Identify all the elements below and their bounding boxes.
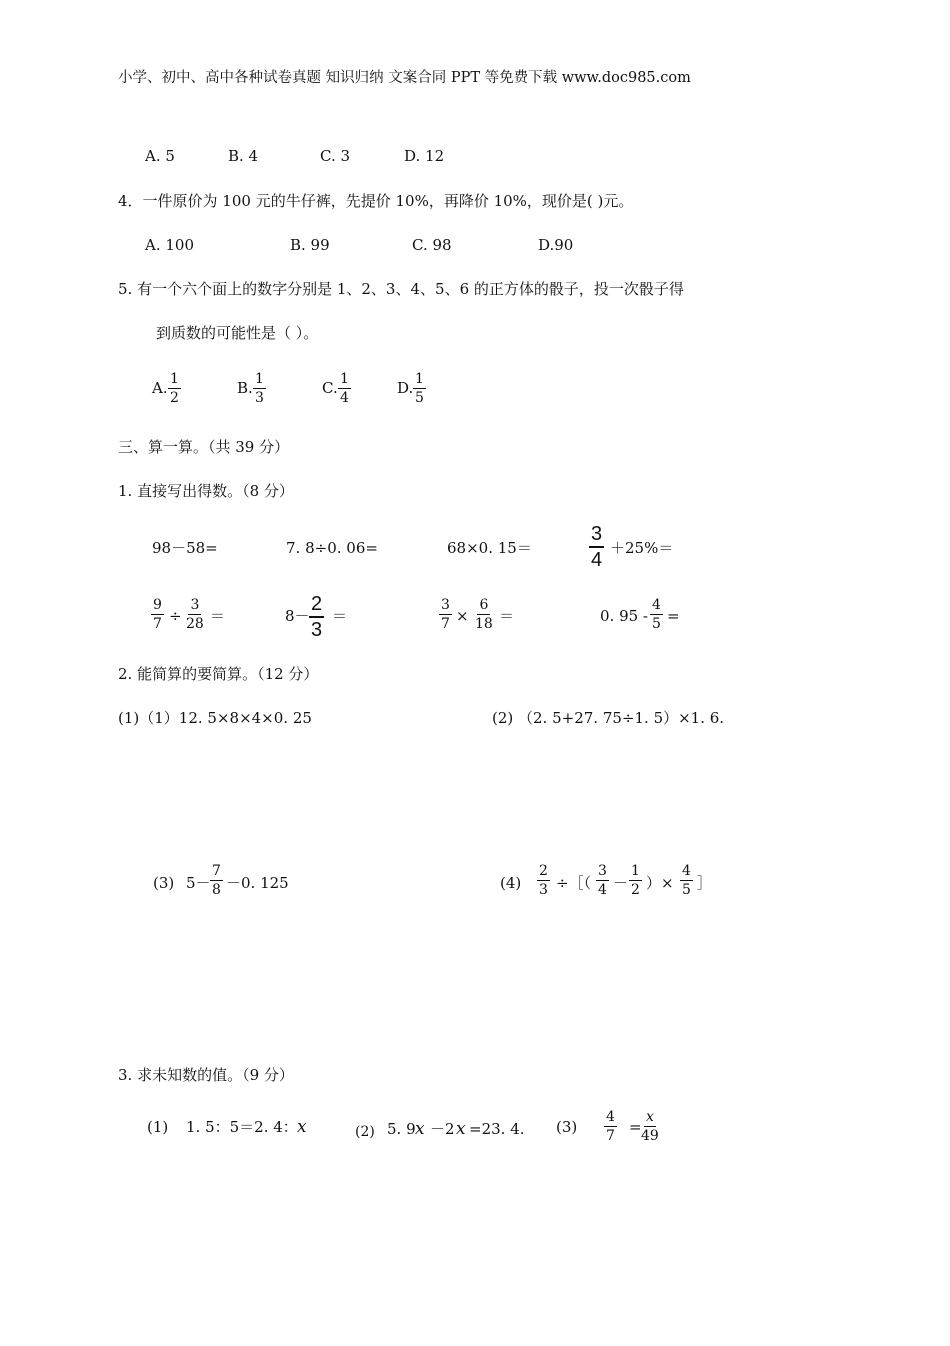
- fraction-denominator: 4: [591, 549, 603, 571]
- fraction-numerator: 3: [190, 597, 200, 613]
- q5-stem-line2: 到质数的可能性是（ ）。: [156, 324, 319, 342]
- q4-option-b: B. 99: [290, 236, 330, 254]
- operator-divide: ÷: [169, 607, 182, 625]
- fraction-numerator: 1: [170, 371, 179, 387]
- q3-option-a: A. 5: [145, 147, 175, 165]
- part3-eq3-frac-4-7: [604, 1110, 617, 1143]
- equals-sign: =: [629, 1118, 642, 1136]
- variable-x: x: [415, 1119, 425, 1139]
- q5-stem-line1: 5. 有一个六个面上的数字分别是 1、2、3、4、5、6 的正方体的骰子，投一次骰子得: [118, 280, 684, 298]
- fraction-denominator: 4: [598, 882, 607, 898]
- operator-times: ×: [456, 607, 469, 625]
- fraction-numerator: 3: [441, 597, 450, 613]
- part3-eq2-mid: －2: [430, 1120, 455, 1138]
- fraction-denominator: 5: [652, 616, 661, 632]
- q4-option-d: D.90: [538, 236, 574, 254]
- part2-problem-4-frac-1-2: [629, 864, 642, 897]
- fraction-numerator: 2: [539, 863, 548, 879]
- q5-option-a-label: A.: [152, 379, 168, 397]
- calc-98-58: 98－58=: [152, 539, 218, 557]
- equals-sign: =: [667, 607, 680, 625]
- q3-option-d: D. 12: [404, 147, 445, 165]
- q4-stem: 4．一件原价为 100 元的牛仔裤，先提价 10%，再降价 10%，现价是( )元。: [118, 192, 634, 210]
- part2-title: 2. 能简算的要简算。（12 分）: [118, 665, 319, 683]
- calc-68-times-0.15: 68×0. 15＝: [447, 539, 532, 557]
- part2-problem-3-fraction: [210, 864, 223, 897]
- calc-8-minus: 8－: [285, 607, 310, 625]
- part3-title: 3. 求未知数的值。（9 分）: [118, 1066, 294, 1084]
- calc-frac-4-5: [650, 598, 663, 631]
- part2-problem-4-close: ）×: [646, 874, 674, 892]
- fraction-denominator: 3: [255, 390, 264, 406]
- fraction-numerator: 7: [212, 863, 221, 879]
- q5-option-b-fraction: [253, 372, 266, 405]
- part2-problem-4-end: ］: [697, 874, 713, 892]
- equals-sign: ＝: [332, 607, 348, 625]
- section3-title: 三、算一算。（共 39 分）: [118, 438, 290, 456]
- part3-eq3-label: (3): [556, 1118, 578, 1136]
- part3-eq1-text: 1. 5：5＝2. 4：: [186, 1118, 298, 1136]
- calc-plus-25-percent: ＋25%＝: [610, 539, 674, 557]
- fraction-denominator: 28: [186, 616, 204, 632]
- q5-option-a-fraction: [168, 372, 181, 405]
- part2-problem-3-pre: 5－: [186, 874, 211, 892]
- q4-option-a: A. 100: [145, 236, 194, 254]
- part3-eq2-end: =23. 4.: [469, 1120, 525, 1138]
- calc-0.95-minus: 0. 95 -: [600, 607, 649, 625]
- fraction-denominator: 49: [641, 1128, 659, 1144]
- part2-problem-4-frac-3-4: [596, 864, 609, 897]
- fraction-numerator: 2: [309, 594, 324, 618]
- page-header: 小学、初中、高中各种试卷真题 知识归纳 文案合同 PPT 等免费下载 www.doc985.com: [118, 70, 691, 86]
- q5-option-b-label: B.: [237, 379, 253, 397]
- part3-eq1-label: (1): [147, 1118, 169, 1136]
- part2-problem-3-label: (3): [153, 874, 175, 892]
- part3-eq2-label: (2): [355, 1124, 375, 1140]
- calc-frac-3-7: [439, 598, 452, 631]
- q5-option-c-label: C.: [322, 379, 338, 397]
- fraction-denominator: 5: [415, 390, 424, 406]
- calc-frac-3-28: [184, 598, 206, 631]
- part3-eq3-frac-x-49: [639, 1110, 661, 1143]
- fraction-denominator: 7: [441, 616, 450, 632]
- equals-sign: ＝: [210, 607, 226, 625]
- q5-option-c-fraction: [338, 372, 351, 405]
- fraction-denominator: 3: [539, 882, 548, 898]
- part2-problem-4-div: ÷［（: [556, 874, 592, 892]
- part2-problem-1: (1)（1）12. 5×8×4×0. 25: [118, 709, 312, 727]
- variable-x: x: [297, 1117, 307, 1137]
- fraction-denominator: 8: [212, 882, 221, 898]
- q4-option-c: C. 98: [412, 236, 452, 254]
- calc-three-quarters-fraction: [589, 524, 604, 570]
- calc-frac-2-3: [309, 594, 324, 640]
- calc-frac-9-7: [151, 598, 164, 631]
- fraction-numerator: 4: [606, 1109, 615, 1125]
- fraction-numerator: 1: [631, 863, 640, 879]
- fraction-denominator: 18: [475, 616, 493, 632]
- part2-problem-4-minus: －: [613, 874, 629, 892]
- fraction-numerator: 9: [153, 597, 162, 613]
- fraction-denominator: 3: [311, 619, 323, 641]
- fraction-numerator: 6: [479, 597, 489, 613]
- fraction-numerator: 3: [598, 863, 607, 879]
- q3-option-b: B. 4: [228, 147, 259, 165]
- fraction-numerator: 1: [340, 371, 349, 387]
- fraction-denominator: 2: [631, 882, 640, 898]
- fraction-denominator: 5: [682, 882, 691, 898]
- fraction-denominator: 7: [153, 616, 162, 632]
- q5-option-d-label: D.: [397, 379, 414, 397]
- part2-problem-4-frac-4-5: [680, 864, 693, 897]
- fraction-numerator: 3: [589, 524, 604, 548]
- fraction-numerator: 4: [682, 863, 691, 879]
- fraction-denominator: 4: [340, 390, 349, 406]
- fraction-numerator: 4: [652, 597, 661, 613]
- fraction-denominator: 2: [170, 390, 179, 406]
- part2-problem-2: (2) （2. 5+27. 75÷1. 5）×1. 6.: [492, 709, 725, 727]
- fraction-numerator: 1: [255, 371, 264, 387]
- calc-frac-6-18: [473, 598, 495, 631]
- fraction-numerator: x: [645, 1109, 654, 1125]
- equals-sign: ＝: [499, 607, 515, 625]
- calc-7.8-div-0.06: 7. 8÷0. 06=: [286, 539, 378, 557]
- fraction-denominator: 7: [606, 1128, 615, 1144]
- part2-problem-4-frac-2-3: [537, 864, 550, 897]
- variable-x: x: [456, 1119, 466, 1139]
- part2-problem-4-label: (4): [500, 874, 522, 892]
- part2-problem-3-post: －0. 125: [226, 874, 289, 892]
- q5-option-d-fraction: [413, 372, 426, 405]
- q3-option-c: C. 3: [320, 147, 351, 165]
- part1-title: 1. 直接写出得数。（8 分）: [118, 482, 294, 500]
- fraction-numerator: 1: [415, 371, 424, 387]
- part3-eq2-coef: 5. 9: [387, 1120, 416, 1138]
